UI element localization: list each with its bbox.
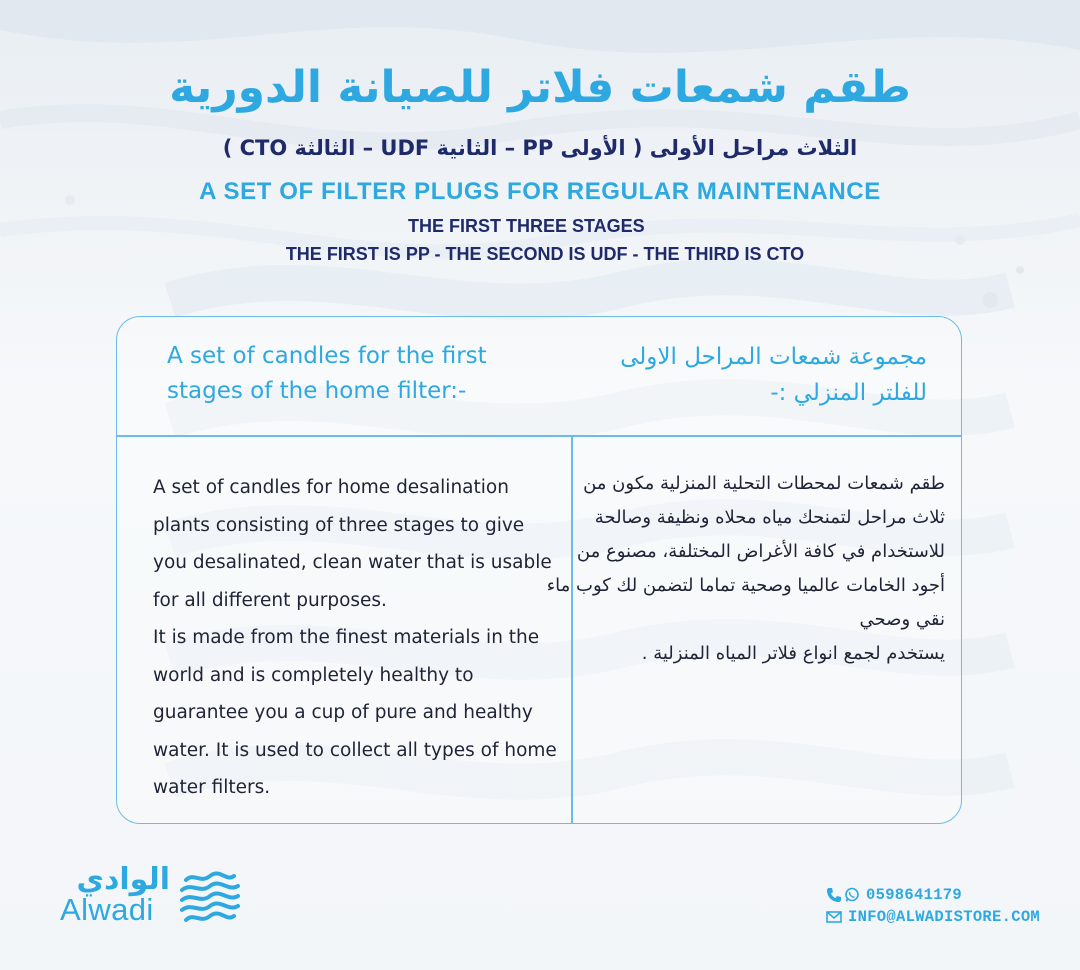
- subtitle-arabic: الثلاث مراحل الأولى ( الأولى PP – الثانية UDF – الثالثة CTO ): [222, 136, 858, 160]
- subtitle-english-line-1: THE FIRST THREE STAGES: [408, 216, 645, 236]
- brand-name-arabic: الوادي: [76, 862, 170, 897]
- card-heading-english: A set of candles for the first stages of the home filter:-: [167, 343, 487, 404]
- whatsapp-icon: [844, 887, 860, 903]
- card-heading-arabic: مجموعة شمعات المراحل الاولى للفلتر المنزلي :-: [620, 344, 927, 406]
- product-info-card: [116, 316, 962, 824]
- brand-name-english: Alwadi: [60, 892, 154, 927]
- contact-email-row: [826, 906, 1066, 928]
- card-body-arabic: طقم شمعات لمحطات التحلية المنزلية مكون من ثلاث مراحل لتمنحك مياه محلاه ونظيفة وصالحة للاستخدام في كافة الأغراض المختلفة، مصنوع من أجود الخامات عالميا وصحية تماما لتضمن لك كوب ماء نقي وصحي يستخدم لجمع انواع فلاتر المياه المنزلية .: [546, 473, 945, 664]
- wave-logo-icon: [178, 864, 242, 928]
- page-title-english: A SET OF FILTER PLUGS FOR REGULAR MAINTENANCE: [199, 178, 881, 205]
- card-body-english: A set of candles for home desalination plants consisting of three stages to give you desalinated, clean water that is usable for all different purposes. It is made from the finest materials in the world and is completely healthy to guarantee you a cup of pure and healthy water. It is used to collect all types of home water filters.: [153, 477, 557, 798]
- contact-info: [826, 884, 1066, 928]
- card-horizontal-divider: [117, 435, 961, 437]
- contact-phone-row: [826, 884, 1066, 906]
- phone-number[interactable]: 0598641179: [866, 886, 963, 904]
- envelope-icon: [826, 909, 842, 925]
- email-address[interactable]: INFO@ALWADISTORE.COM: [848, 908, 1041, 926]
- subtitle-english-line-2: THE FIRST IS PP - THE SECOND IS UDF - THE THIRD IS CTO: [285, 244, 805, 264]
- brand-logo: [60, 862, 260, 928]
- page-title-arabic: طقم شمعات فلاتر للصيانة الدورية: [169, 62, 911, 113]
- phone-icon: [826, 887, 842, 903]
